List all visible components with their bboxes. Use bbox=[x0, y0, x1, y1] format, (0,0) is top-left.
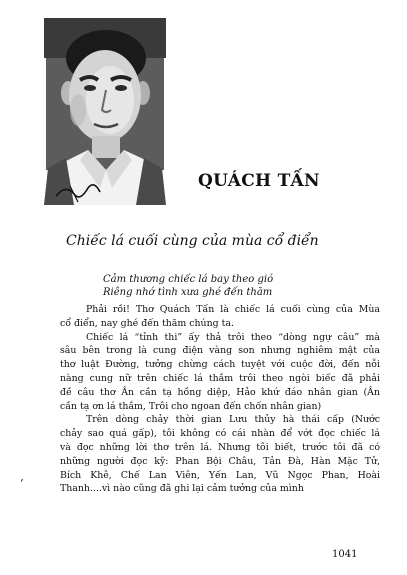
text-line: cổ điển, nay ghé đến thăm chúng ta. bbox=[60, 317, 234, 329]
chapter-subtitle: Chiếc lá cuối cùng của mùa cổ điển bbox=[66, 233, 319, 249]
body-text bbox=[60, 303, 380, 496]
text-line: sâu bên trong là cung điện vàng son nhưng nghiêm mật của bbox=[60, 345, 380, 357]
margin-mark: ‘ bbox=[20, 477, 24, 490]
text-line: thơ luật Đường, tưởng chừng cách tuyệt với cuộc đời, đến nỗi bbox=[60, 359, 380, 371]
text-line: cần tạ ơn lá thắm, Trôi cho ngoan đến chốn nhân gian) bbox=[60, 400, 322, 412]
text-line: và đọc những lời thơ trên lá. Nhưng tôi biết, trước tôi đã có bbox=[60, 441, 380, 453]
text-line: Thanh....vì nào cũng đã ghi lại cảm tưởng của mình bbox=[60, 483, 304, 495]
author-name-heading: QUÁCH TẤN bbox=[198, 171, 320, 191]
author-portrait-photo bbox=[44, 18, 166, 205]
epigraph-line: Riêng nhớ tình xưa ghé đến thăm bbox=[103, 287, 273, 298]
text-line: Trên dòng chảy thời gian Lưu thủy hà thái cấp (Nước bbox=[86, 414, 380, 426]
epigraph-verse bbox=[103, 273, 273, 299]
text-line: Chiếc lá “tỉnh thi” ấy thả trôi theo “dòng ngự câu” mà bbox=[86, 331, 380, 343]
paragraph bbox=[60, 413, 380, 496]
text-line: nàng cung nữ trên chiếc lá thắm trôi theo ngòi biếc đã phải bbox=[60, 372, 380, 384]
epigraph-line: Cảm thương chiếc lá bay theo gió bbox=[103, 274, 274, 285]
paragraph bbox=[60, 303, 380, 331]
text-line: chảy sao quá gấp), tôi không có cái nhàn để vớt đọc chiếc lá bbox=[60, 428, 380, 440]
text-line: Bích Khê, Chế Lan Viên, Yến Lan, Vũ Ngọc Phan, Hoài bbox=[60, 469, 380, 481]
page-number: 1041 bbox=[332, 549, 358, 560]
text-line: đề câu thơ Ân cần tạ hồng diệp, Hảo khứ đáo nhân gian (Ân bbox=[60, 386, 380, 398]
text-line: Phải rồi! Thơ Quách Tấn là chiếc lá cuối cùng của Mùa bbox=[86, 304, 380, 315]
paragraph bbox=[60, 331, 380, 414]
text-line: những người đọc kỹ: Phan Bội Châu, Tản Đà, Hàn Mặc Tử, bbox=[60, 455, 380, 467]
